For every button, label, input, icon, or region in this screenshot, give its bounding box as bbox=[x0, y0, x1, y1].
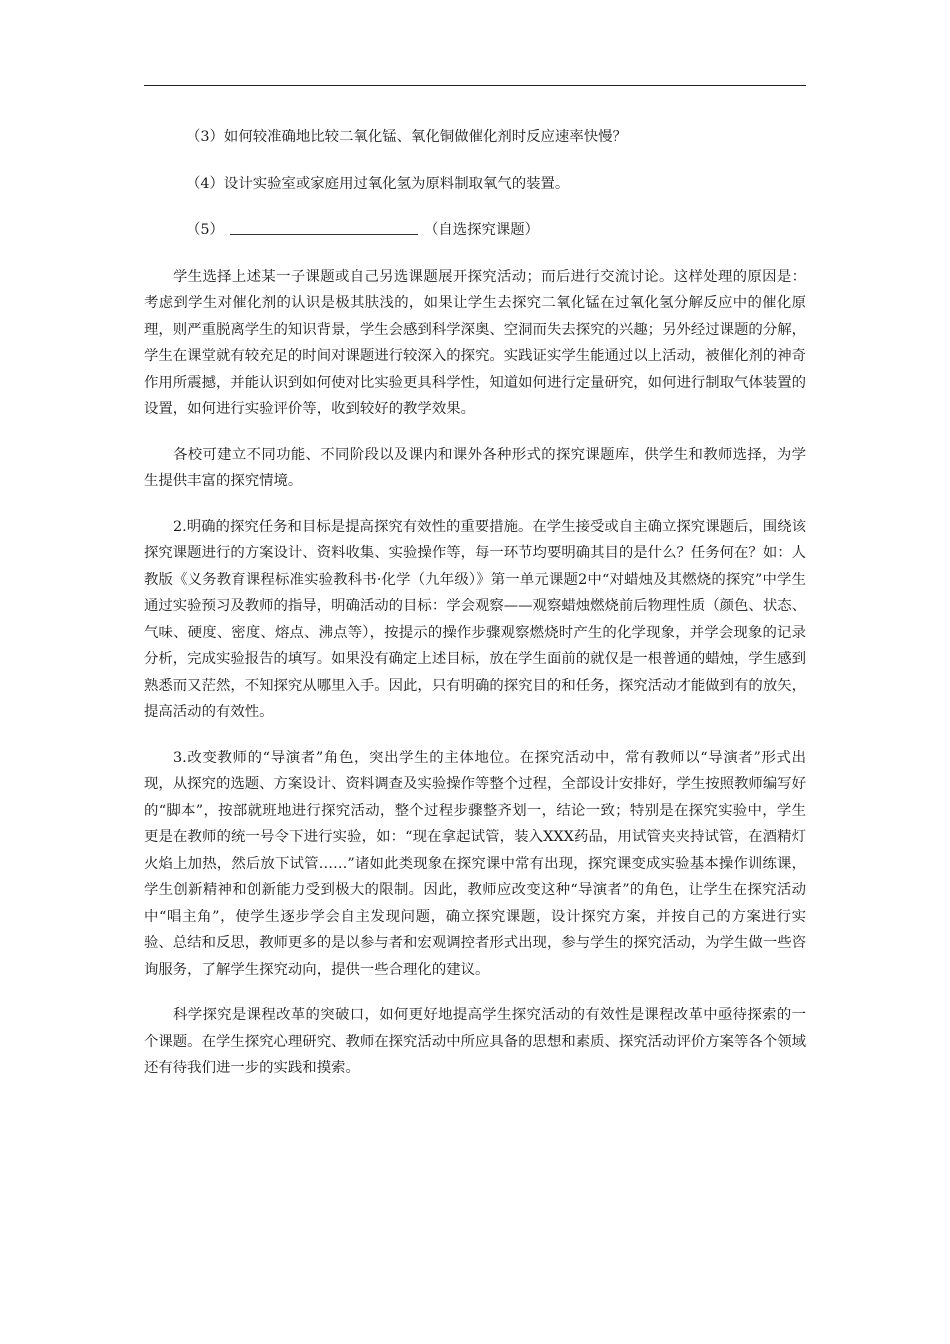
paragraph-topic-library: 各校可建立不同功能、不同阶段以及课内和课外各种形式的探究课题库，供学生和教师选择，为学生提供丰富的探究情境。 bbox=[144, 446, 806, 489]
list-item-5-prefix: （5） bbox=[186, 222, 224, 238]
paragraph-point-3: 3.改变教师的“导演者”角色，突出学生的主体地位。在探究活动中，常有教师以“导演者”形式出现，从探究的选题、方案设计、资料调查及实验操作等整个过程，全部设计安排好，学生按照教师编写好的“脚本”，按部就班地进行探究活动，整个过程步骤整齐划一，结论一致；特别是在探究实验中，学生更是在教师的统一号令下进行实验，如：“现在拿起试管，装入XXX药品，用试管夹夹持试管，在酒精灯火焰上加热，然后放下试管……”诸如此类现象在探究课中常有出现，探究课变成实验基本操作训练课，学生创新精神和创新能力受到极大的限制。因此，教师应改变这种“导演者”的角色，让学生在探究活动中“唱主角”，使学生逐步学会自主发现问题，确立探究课题，设计探究方案，并按自己的方案进行实验、总结和反思，教师更多的是以参与者和宏观调控者形式出现，参与学生的探究活动，为学生做一些咨询服务，了解学生探究动向，提供一些合理化的建议。 bbox=[144, 749, 806, 978]
document-body bbox=[144, 124, 806, 1101]
list-item-5-suffix: （自选探究课题） bbox=[423, 222, 540, 238]
paragraph-topic-selection: 学生选择上述某一子课题或自己另选课题展开探究活动；而后进行交流讨论。这样处理的原因是：考虑到学生对催化剂的认识是极其肤浅的，如果让学生去探究二氧化锰在过氧化氢分解反应中的催化原理，则严重脱离学生的知识背景，学生会感到科学深奥、空洞而失去探究的兴趣；另外经过课题的分解，学生在课堂就有较充足的时间对课题进行较深入的探究。实践证实学生能通过以上活动，被催化剂的神奇作用所震撼，并能认识到如何使对比实验更具科学性，知道如何进行定量研究，如何进行制取气体装置的设置，如何进行实验评价等，收到较好的教学效果。 bbox=[144, 268, 806, 417]
list-item-4: （4）设计实验室或家庭用过氧化氢为原料制取氧气的装置。 bbox=[186, 175, 570, 192]
fill-in-blank bbox=[230, 220, 418, 235]
paragraph-conclusion: 科学探究是课程改革的突破口，如何更好地提高学生探究活动的有效性是课程改革中亟待探索的一个课题。在学生探究心理研究、教师在探究活动中所应具备的思想和素质、探究活动评价方案等各个领域还有待我们进一步的实践和摸索。 bbox=[144, 1007, 806, 1076]
paragraph-point-2: 2.明确的探究任务和目标是提高探究有效性的重要措施。在学生接受或自主确立探究课题后，围绕该探究课题进行的方案设计、资料收集、实验操作等，每一环节均要明确其目的是什么？任务何在？如：人教版《义务教育课程标准实验教科书·化学（九年级）》第一单元课题2中“对蜡烛及其燃烧的探究”中学生通过实验预习及教师的指导，明确活动的目标：学会观察——观察蜡烛燃烧前后物理性质（颜色、状态、气味、硬度、密度、熔点、沸点等），按提示的操作步骤观察燃烧时产生的化学现象，并学会现象的记录分析，完成实验报告的填写。如果没有确定上述目标，放在学生面前的就仅是一根普通的蜡烛，学生感到熟悉而又茫然，不知探究从哪里入手。因此，只有明确的探究目的和任务，探究活动才能做到有的放矢，提高活动的有效性。 bbox=[144, 518, 806, 720]
header-rule bbox=[144, 85, 806, 86]
list-item-3: （3）如何较准确地比较二氧化锰、氧化铜做催化剂时反应速率快慢？ bbox=[186, 129, 627, 145]
list-item-5 bbox=[144, 217, 806, 244]
